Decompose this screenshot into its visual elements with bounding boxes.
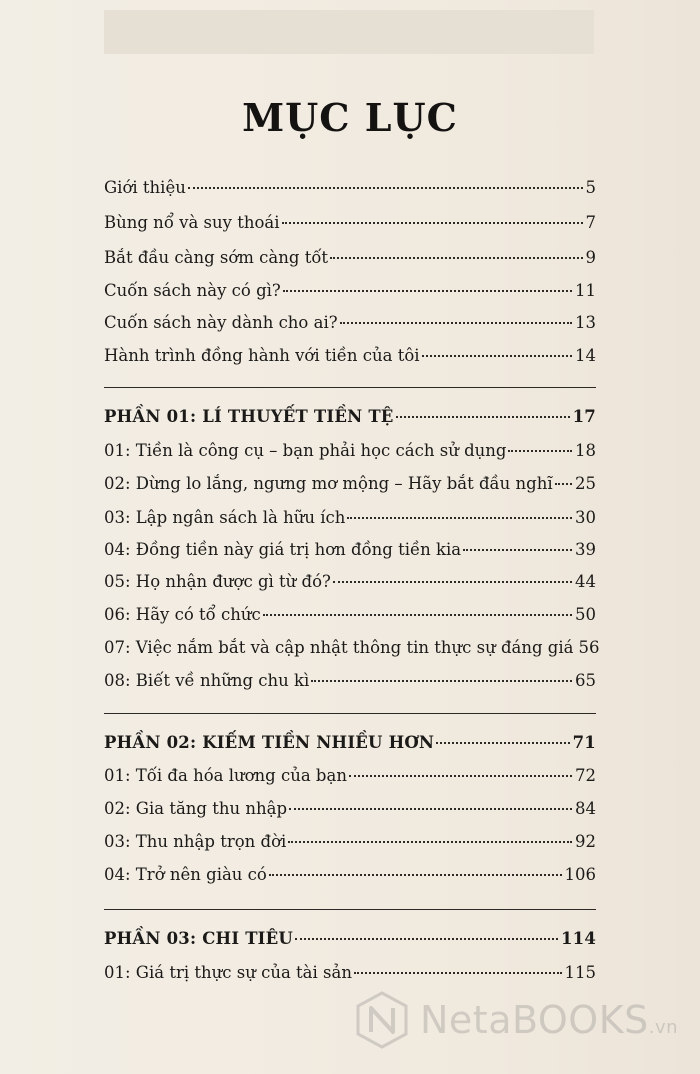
header-band — [104, 10, 594, 54]
section-divider — [104, 387, 596, 388]
netabooks-watermark — [352, 985, 692, 1055]
toc-part-heading — [104, 729, 596, 757]
toc-entry-page: 25 — [575, 474, 596, 493]
toc-entry-page: 65 — [575, 671, 596, 690]
toc-entry — [104, 470, 596, 498]
part-page: 114 — [560, 929, 596, 948]
section-divider — [104, 909, 596, 910]
toc-entry-page: 39 — [575, 540, 596, 559]
dot-leader — [422, 355, 572, 357]
toc-entry-page: 84 — [575, 799, 596, 818]
dot-leader — [282, 222, 583, 224]
toc-entry-label: Giới thiệu — [104, 178, 186, 197]
dot-leader — [340, 322, 572, 324]
toc-entry-page: 11 — [575, 281, 596, 300]
toc-entry — [104, 244, 596, 272]
dot-leader — [396, 416, 570, 418]
toc-entry — [104, 568, 596, 596]
toc-part-heading — [104, 403, 596, 431]
dot-leader — [463, 549, 572, 551]
dot-leader — [295, 938, 558, 940]
toc-entry-page: 18 — [575, 441, 596, 460]
toc-entry — [104, 277, 596, 305]
part-label: PHẦN 03: CHI TIÊU — [104, 929, 293, 948]
toc-entry — [104, 504, 596, 532]
toc-entry — [104, 667, 596, 695]
toc-entry-label: Cuốn sách này dành cho ai? — [104, 313, 338, 332]
toc-entry-label: 07: Việc nắm bắt và cập nhật thông tin thực sự đáng giá — [104, 638, 574, 657]
dot-leader — [311, 680, 572, 682]
toc-entry — [104, 174, 596, 202]
toc-entry-page: 7 — [585, 213, 596, 232]
toc-entry-label: 08: Biết về những chu kì — [104, 671, 310, 690]
toc-entry-label: 04: Trở nên giàu có — [104, 865, 267, 884]
part-page: 17 — [572, 407, 596, 426]
toc-entry-label: 05: Họ nhận được gì từ đó? — [104, 572, 331, 591]
toc-entry-page: 13 — [575, 313, 596, 332]
netabooks-logo-icon — [352, 990, 412, 1050]
toc-entry-page: 92 — [575, 832, 596, 851]
toc-entry-label: 02: Dừng lo lắng, ngưng mơ mộng – Hãy bắt đầu nghĩ — [104, 474, 553, 493]
toc-entry-page: 44 — [575, 572, 596, 591]
toc-entry-label: 03: Thu nhập trọn đời — [104, 832, 287, 851]
toc-entry-page: 30 — [575, 508, 596, 527]
toc-entry-label: 03: Lập ngân sách là hữu ích — [104, 508, 346, 527]
toc-entry-label: Bắt đầu càng sớm càng tốt — [104, 248, 329, 267]
dot-leader — [288, 841, 572, 843]
dot-leader — [269, 874, 562, 876]
toc-part-heading — [104, 925, 596, 953]
toc-entry — [104, 437, 596, 465]
toc-entry-page: 106 — [564, 865, 596, 884]
toc-entry-label: 02: Gia tăng thu nhập — [104, 799, 288, 818]
toc-entry — [104, 601, 596, 629]
toc-entry-label: 04: Đồng tiền này giá trị hơn đồng tiền kia — [104, 540, 462, 559]
dot-leader — [354, 972, 562, 974]
dot-leader — [347, 517, 572, 519]
page-title: MỤC LỤC — [242, 95, 458, 140]
toc-entry — [104, 209, 596, 237]
toc-entry-page: 5 — [585, 178, 596, 197]
dot-leader — [330, 257, 582, 259]
toc-entry-page: 9 — [585, 248, 596, 267]
dot-leader — [333, 581, 572, 583]
toc-entry-label: 01: Tiền là công cụ – bạn phải học cách sử dụng — [104, 441, 507, 460]
toc-entry — [104, 861, 596, 889]
part-label: PHẦN 02: KIẾM TIỀN NHIỀU HƠN — [104, 733, 435, 752]
toc-entry-label: Bùng nổ và suy thoái — [104, 213, 280, 232]
dot-leader — [289, 808, 572, 810]
toc-entry — [104, 762, 596, 790]
dot-leader — [508, 450, 572, 452]
toc-entry-label: Cuốn sách này có gì? — [104, 281, 281, 300]
toc-entry-page: 115 — [564, 963, 596, 982]
toc-entry-label: 01: Giá trị thực sự của tài sản — [104, 963, 352, 982]
toc-entry — [104, 959, 596, 987]
toc-entry — [104, 309, 596, 337]
dot-leader — [283, 290, 572, 292]
toc-entry-label: 01: Tối đa hóa lương của bạn — [104, 766, 347, 785]
dot-leader — [555, 483, 572, 485]
part-label: PHẦN 01: LÍ THUYẾT TIỀN TỆ — [104, 407, 394, 426]
toc-entry-label: 06: Hãy có tổ chức — [104, 605, 261, 624]
toc-entry — [104, 634, 600, 662]
toc-entry-page: 50 — [575, 605, 596, 624]
toc-entry-page: 72 — [575, 766, 596, 785]
watermark-brand: NetaBOOKS.vn — [420, 998, 679, 1042]
toc-entry-page: 56 — [578, 638, 600, 657]
toc-entry — [104, 795, 596, 823]
toc-entry — [104, 342, 596, 370]
dot-leader — [436, 742, 569, 744]
watermark-suffix: .vn — [648, 1017, 679, 1038]
toc-entry-label: Hành trình đồng hành với tiền của tôi — [104, 346, 420, 365]
part-page: 71 — [572, 733, 596, 752]
toc-entry — [104, 536, 596, 564]
section-divider — [104, 713, 596, 714]
dot-leader — [188, 187, 583, 189]
dot-leader — [263, 614, 572, 616]
toc-entry-page: 14 — [575, 346, 596, 365]
dot-leader — [349, 775, 572, 777]
toc-entry — [104, 828, 596, 856]
